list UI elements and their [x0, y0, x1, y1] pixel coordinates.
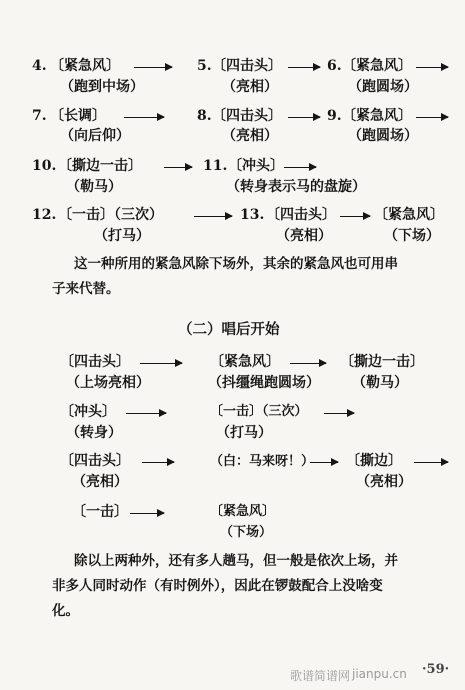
- watermark-url: jianpu.cn: [352, 667, 407, 681]
- step-number: 5.: [197, 58, 212, 74]
- step-label: 〔一击〕（三次）: [58, 207, 163, 223]
- dialogue-note: （白：马来呀！）: [210, 454, 315, 469]
- arrow-icon: [340, 216, 370, 217]
- step-desc: （亮相）: [72, 474, 128, 490]
- arrow-icon: [416, 117, 448, 118]
- step-number: 12.: [32, 207, 57, 223]
- step-desc: （勒马）: [352, 375, 408, 391]
- step-label: 〔长调〕: [50, 108, 106, 124]
- step-label: 〔紧急风〕: [342, 58, 412, 74]
- step-desc: （亮相）: [222, 79, 278, 95]
- step-label: 〔一击〕: [72, 504, 128, 520]
- step-desc: （下场）: [384, 228, 440, 244]
- step-number: 10.: [32, 158, 57, 174]
- paragraph-line: 非多人同时动作（有时例外），因此在锣鼓配合上没啥变: [52, 578, 383, 594]
- step-label: 〔紧急风〕: [210, 354, 280, 370]
- step-label: 〔紧急风〕: [210, 504, 276, 519]
- step-label: 〔四击头〕: [60, 453, 130, 469]
- step-label: 〔紧急风〕: [374, 207, 444, 223]
- step-desc: （亮相）: [356, 474, 412, 490]
- arrow-icon: [142, 462, 174, 463]
- arrow-icon: [194, 216, 232, 217]
- step-label: 〔四击头〕: [212, 108, 282, 124]
- paragraph-line: 这一种所用的紧急风除下场外，其余的紧急风也可用串: [74, 256, 398, 272]
- arrow-icon: [140, 363, 182, 364]
- arrow-icon: [130, 513, 164, 514]
- step-desc: （亮相）: [276, 228, 332, 244]
- step-label: 〔紧急风〕: [50, 58, 120, 74]
- step-label: 〔紧急风〕: [342, 108, 412, 124]
- step-number: 6.: [327, 58, 342, 74]
- step-desc: （跑到中场）: [60, 79, 144, 95]
- step-desc: （转身）: [66, 425, 122, 441]
- arrow-icon: [416, 67, 448, 68]
- section-title: （二）唱后开始: [178, 321, 280, 338]
- step-desc: （勒马）: [66, 179, 122, 195]
- step-label: 〔一击〕（三次）: [210, 404, 308, 419]
- step-desc: （亮相）: [222, 128, 278, 144]
- step-desc: （转身表示马的盘旋）: [226, 179, 366, 195]
- step-number: 13.: [240, 207, 265, 223]
- step-label: 〔冲头〕: [228, 158, 284, 174]
- step-desc: （向后仰）: [60, 128, 130, 144]
- step-desc: （下场）: [220, 525, 273, 540]
- step-label: 〔撕边一击〕: [340, 354, 424, 370]
- arrow-icon: [164, 167, 192, 168]
- arrow-icon: [134, 67, 172, 68]
- step-desc: （打马）: [94, 228, 150, 244]
- step-number: 11.: [203, 158, 228, 174]
- paragraph-line: 子来代替。: [52, 281, 120, 297]
- arrow-icon: [288, 67, 320, 68]
- step-label: 〔撕边〕: [346, 453, 402, 469]
- step-desc: （打马）: [216, 425, 272, 441]
- step-label: 〔四击头〕: [212, 58, 282, 74]
- arrow-icon: [310, 462, 338, 463]
- watermark-text: 歌谱简谱网: [290, 669, 351, 683]
- step-number: 7.: [32, 108, 47, 124]
- arrow-icon: [126, 413, 166, 414]
- step-number: 8.: [197, 108, 212, 124]
- arrow-icon: [414, 462, 448, 463]
- arrow-icon: [124, 117, 164, 118]
- arrow-icon: [284, 167, 316, 168]
- step-desc: （跑圆场）: [348, 79, 418, 95]
- step-number: 9.: [327, 108, 342, 124]
- step-label: 〔冲头〕: [60, 404, 116, 420]
- step-desc: （抖缰绳跑圆场）: [208, 375, 320, 391]
- arrow-icon: [288, 117, 320, 118]
- page-number: ·59·: [422, 662, 450, 677]
- step-label: 〔四击头〕: [266, 207, 336, 223]
- arrow-icon: [324, 413, 354, 414]
- paragraph-line: 除以上两种外，还有多人趟马，但一般是依次上场，并: [74, 553, 398, 569]
- step-number: 4.: [32, 58, 47, 74]
- step-label: 〔撕边一击〕: [58, 158, 142, 174]
- step-label: 〔四击头〕: [60, 354, 130, 370]
- step-desc: （上场亮相）: [66, 375, 150, 391]
- arrow-icon: [290, 363, 326, 364]
- paragraph-line: 化。: [52, 603, 79, 619]
- step-desc: （跑圆场）: [348, 128, 418, 144]
